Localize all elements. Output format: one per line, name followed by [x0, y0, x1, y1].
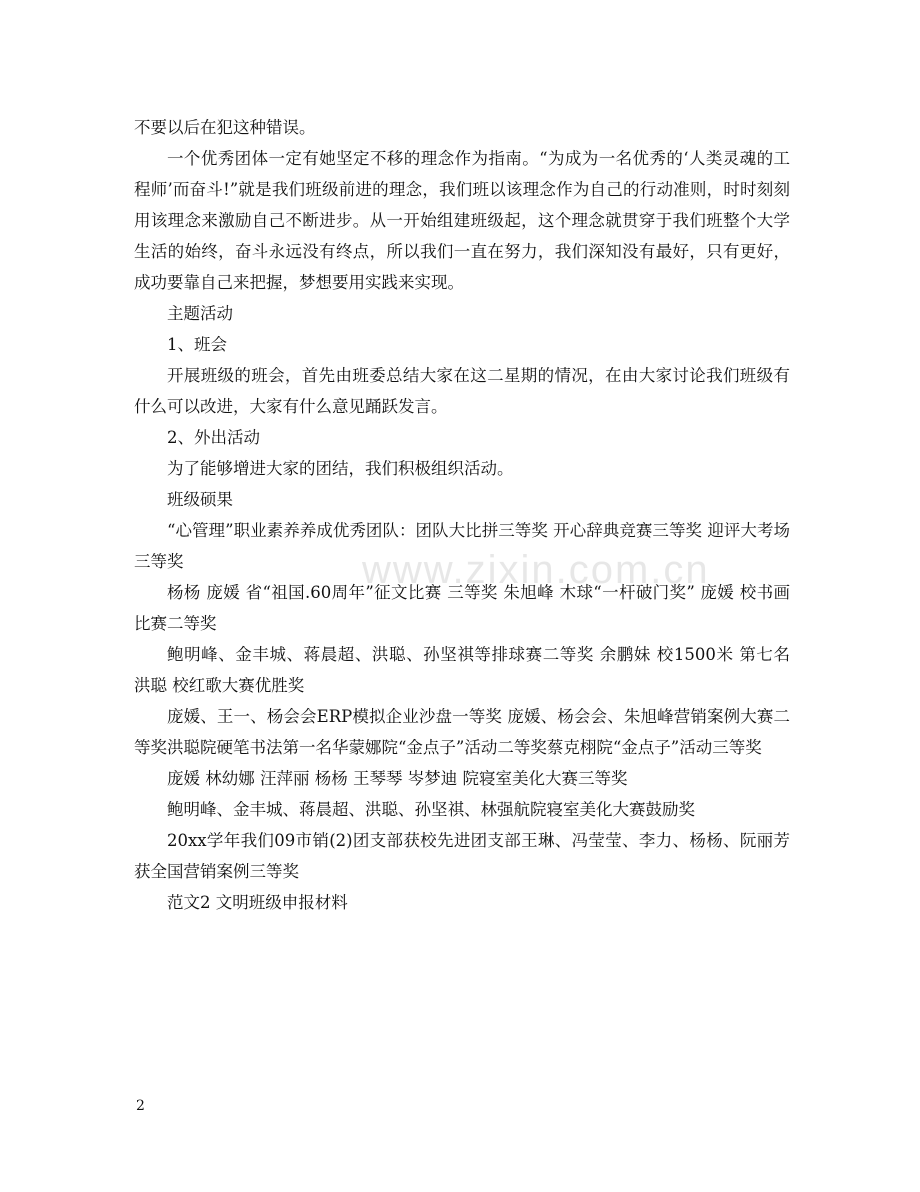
paragraph: 20xx学年我们09市销(2)团支部获校先进团支部王琳、冯莹莹、李力、杨杨、阮丽芳获全国营销案例三等奖 — [134, 831, 790, 881]
paragraph: 鲍明峰、金丰城、蒋晨超、洪聪、孙坚祺、林强航院寝室美化大赛鼓励奖 — [167, 800, 695, 819]
paragraph: “心管理”职业素养养成优秀团队：团队大比拼三等奖 开心辞典竞赛三等奖 迎评大考场三等奖 — [134, 521, 790, 571]
page-number: 2 — [136, 1098, 145, 1114]
paragraph: 一个优秀团体一定有她坚定不移的理念作为指南。“为成为一名优秀的‘人类灵魂的工程师’而奋斗!”就是我们班级前进的理念，我们班以该理念作为自己的行动准则，时时刻刻用该理念来激励自己不断进步。从一开始组建班级起，这个理念就贯穿于我们班整个大学生活的始终，奋斗永远没有终点，所以我们一直在努力，我们深知没有最好，只有更好，成功要靠自己来把握，梦想要用实践来实现。 — [134, 149, 790, 292]
paragraph: 庞媛、王一、杨会会ERP模拟企业沙盘一等奖 庞媛、杨会会、朱旭峰营销案例大赛二等奖洪聪院硬笔书法第一名华蒙娜院“金点子”活动二等奖蔡克栩院“金点子”活动三等奖 — [134, 707, 790, 757]
paragraph: 为了能够增进大家的团结，我们积极组织活动。 — [167, 459, 514, 478]
paragraph: 班级硕果 — [167, 490, 233, 509]
watermark: www.zixin.com.cn — [362, 548, 710, 592]
paragraph: 不要以后在犯这种错误。 — [134, 118, 316, 137]
paragraph: 1、班会 — [167, 335, 227, 354]
paragraph: 主题活动 — [167, 304, 233, 323]
paragraph: 开展班级的班会，首先由班委总结大家在这二星期的情况，在由大家讨论我们班级有什么可以改进，大家有什么意见踊跃发言。 — [134, 366, 790, 416]
paragraph: 范文2 文明班级申报材料 — [167, 893, 348, 912]
paragraph: 鲍明峰、金丰城、蒋晨超、洪聪、孙坚祺等排球赛二等奖 余鹏妹 校1500米 第七名 洪聪 校红歌大赛优胜奖 — [134, 645, 790, 695]
document-body — [134, 112, 790, 918]
paragraph: 庞媛 林幼娜 汪萍丽 杨杨 王琴琴 岑梦迪 院寝室美化大赛三等奖 — [167, 769, 628, 788]
paragraph: 2、外出活动 — [167, 428, 260, 447]
paragraph: 杨杨 庞媛 省“祖国.60周年”征文比赛 三等奖 朱旭峰 木球“一杆破门奖” 庞媛 校书画比赛二等奖 — [134, 583, 790, 633]
